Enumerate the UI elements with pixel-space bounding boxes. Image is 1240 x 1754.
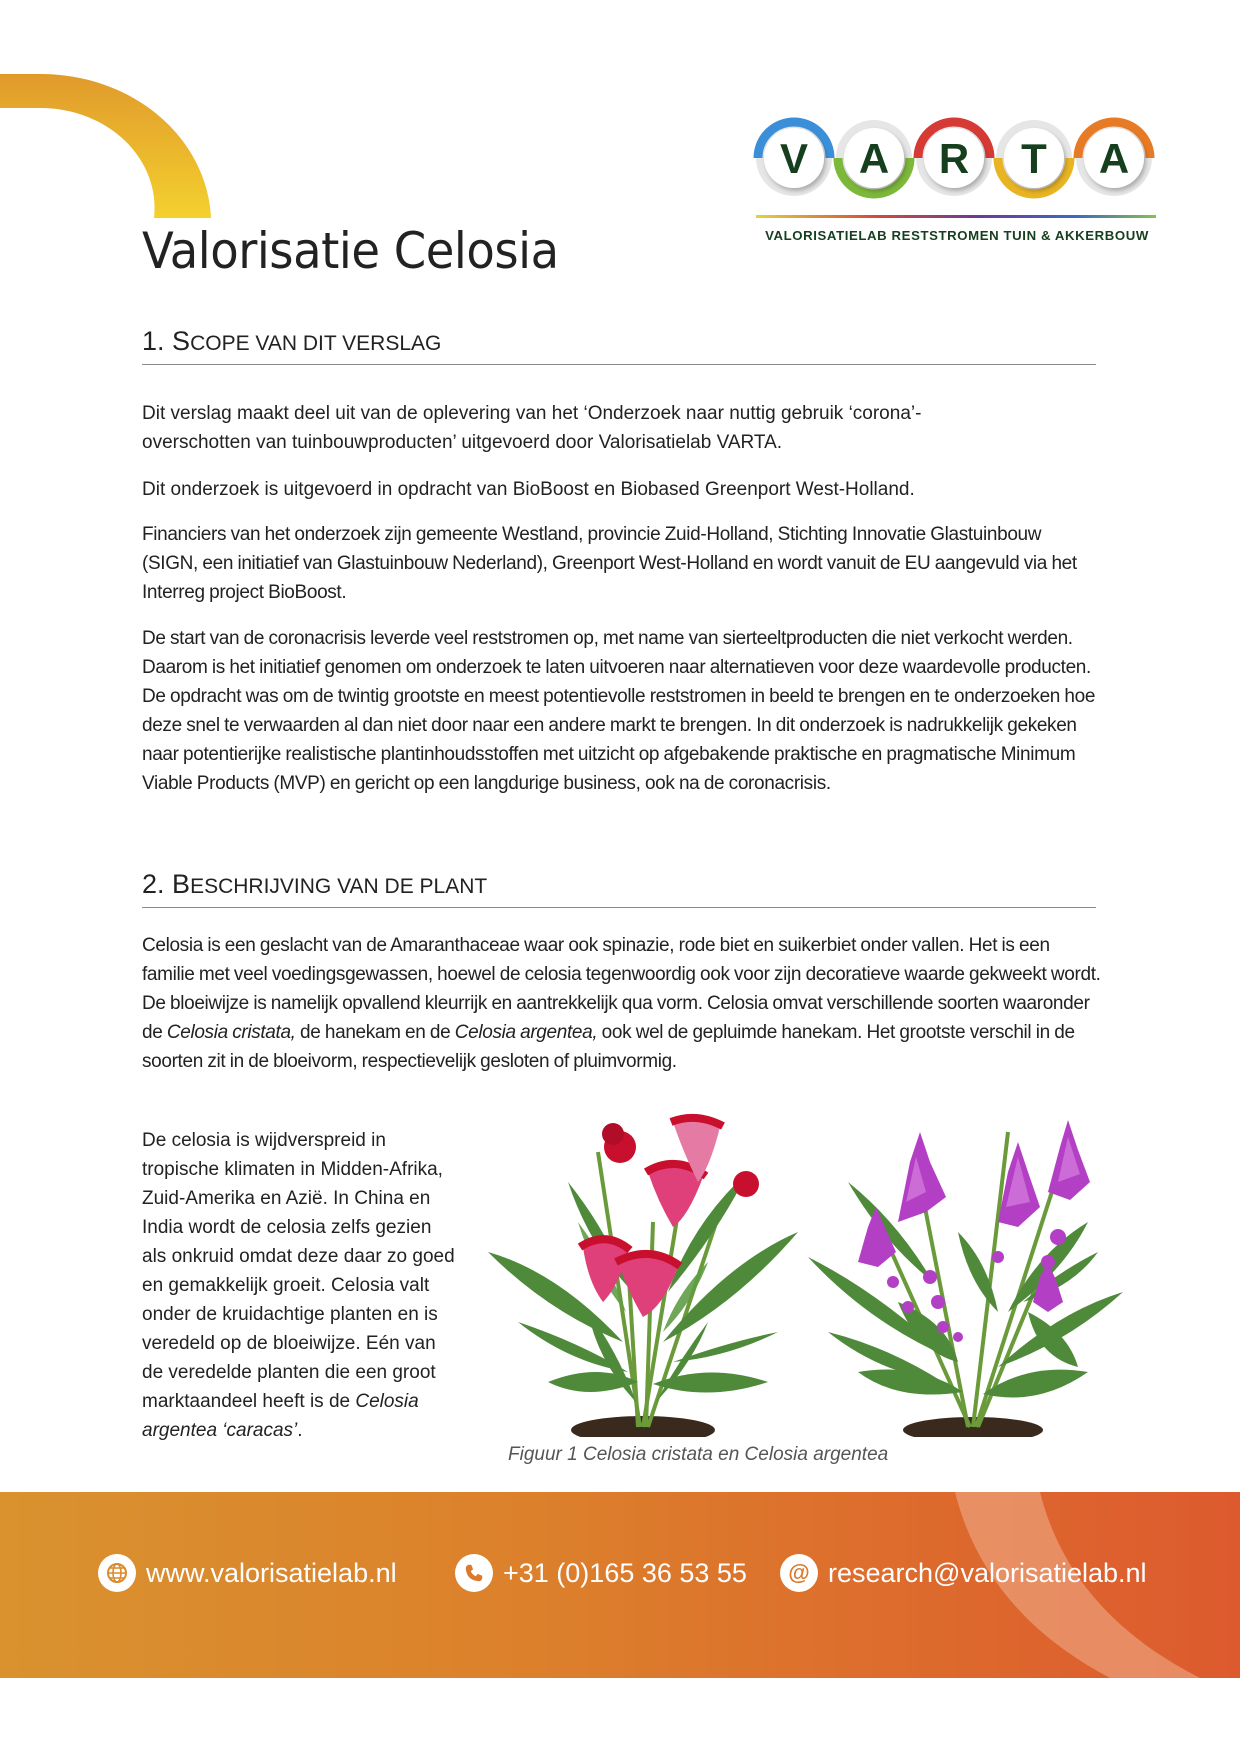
decorative-arc <box>0 0 230 230</box>
globe-icon <box>98 1554 136 1592</box>
footer-email-link[interactable]: research@valorisatielab.nl <box>828 1557 1147 1588</box>
section-number: 2. <box>142 869 165 899</box>
celosia-cristata-image <box>488 1118 798 1437</box>
text-run: . <box>297 1420 303 1441</box>
varta-logo <box>752 110 1162 250</box>
figure-caption: Figuur 1 Celosia cristata en Celosia argentea <box>508 1444 889 1465</box>
footer-phone[interactable] <box>455 1554 747 1592</box>
logo-letter: A <box>858 135 890 182</box>
paragraph: Financiers van het onderzoek zijn gemeente Westland, provincie Zuid-Holland, Stichting Innovatie Glastuinbouw (SIGN, een initiatief van Glastuinbouw Nederland), Greenport West-Holland en wordt vanuit de EU aangevuld via het Interreg project BioBoost. <box>142 524 1077 603</box>
footer-email[interactable] <box>780 1554 1147 1592</box>
at-icon: @ <box>780 1554 818 1592</box>
paragraph: Dit verslag maakt deel uit van de oplevering van het ‘Onderzoek naar nuttig gebruik ‘corona’-overschotten van tuinbouwproducten’ uitgevoerd door Valorisatielab VARTA. <box>142 403 922 453</box>
section-heading-description <box>142 869 1096 908</box>
logo-letter: T <box>1021 135 1047 182</box>
logo-letter: V <box>779 135 809 182</box>
figure-celosia-plants <box>478 1112 1123 1437</box>
section-heading-rest: ESCHRIJVING VAN DE PLANT <box>190 875 488 898</box>
footer-banner <box>0 1492 1240 1678</box>
logo-letter: A <box>1098 135 1130 182</box>
phone-icon <box>455 1554 493 1592</box>
section-heading-initial: B <box>172 869 191 899</box>
section-heading-initial: S <box>172 326 191 356</box>
footer-website-link[interactable]: www.valorisatielab.nl <box>146 1557 397 1588</box>
footer-website[interactable] <box>98 1554 397 1592</box>
footer-phone-number[interactable]: +31 (0)165 36 53 55 <box>503 1557 747 1588</box>
paragraph-intro <box>142 931 1102 1076</box>
paragraph: De start van de coronacrisis leverde veel reststromen op, met name van sierteeltproducten die niet verkocht werden. Daarom is het initiatief genomen om onderzoek te laten uitvoeren naar alternatieven voor deze waardevolle producten. De opdracht was om de twintig grootste en meest potentievolle reststromen in beeld te brengen en te onderzoeken hoe deze snel te verwaarden al dan niet door naar een andere markt te brengen. In dit onderzoek is nadrukkelijk gekeken naar potentierijke realistische plantinhoudsstoffen met uitzicht op afgebakende praktische en pragmatische Minimum Viable Products (MVP) en gericht op een langdurige business, ook na de coronacrisis. <box>142 628 1096 794</box>
paragraph-distribution <box>142 1126 457 1445</box>
species-name: Celosia argentea ‘caracas’ <box>142 1391 419 1441</box>
text-run: ook wel de gepluimde hanekam. Het grootste verschil in de soorten zit in de bloeivorm, respectievelijk gesloten of pluimvormig. <box>142 1022 1075 1072</box>
species-name: Celosia argentea, <box>454 1022 598 1043</box>
page-title: Valorisatie Celosia <box>142 222 559 280</box>
celosia-argentea-image <box>808 1120 1123 1437</box>
section-heading-scope <box>142 326 1096 365</box>
text-run: De celosia is wijdverspreid in tropische klimaten in Midden-Afrika, Zuid-Amerika en Azië. In China en India wordt de celosia zelfs gezien als onkruid omdat deze daar zo goed en gemakkelijk groeit. Celosia valt onder de kruidachtige planten en is veredeld op de bloeiwijze. Eén van de veredelde planten die een groot marktaandeel heeft is de <box>142 1130 455 1412</box>
paragraph: Dit onderzoek is uitgevoerd in opdracht van BioBoost en Biobased Greenport West-Holland. <box>142 479 915 500</box>
text-run: de hanekam en de <box>295 1022 455 1043</box>
section-heading-rest: COPE VAN DIT VERSLAG <box>190 332 442 355</box>
species-name: Celosia cristata, <box>166 1022 296 1043</box>
logo-tagline: VALORISATIELAB RESTSTROMEN TUIN & AKKERBOUW <box>765 228 1149 243</box>
logo-letter: R <box>938 135 970 182</box>
section-number: 1. <box>142 326 165 356</box>
text-run: Celosia is een geslacht van de Amaranthaceae waar ook spinazie, rode biet en suikerbiet onder vallen. Het is een familie met veel voedingsgewassen, hoewel de celosia tegenwoordig ook voor zijn decoratieve waarde gekweekt wordt. De bloeiwijze is namelijk opvallend kleurrijk en aantrekkelijk qua vorm. Celosia omvat verschillende soorten waaronder de <box>142 935 1101 1043</box>
